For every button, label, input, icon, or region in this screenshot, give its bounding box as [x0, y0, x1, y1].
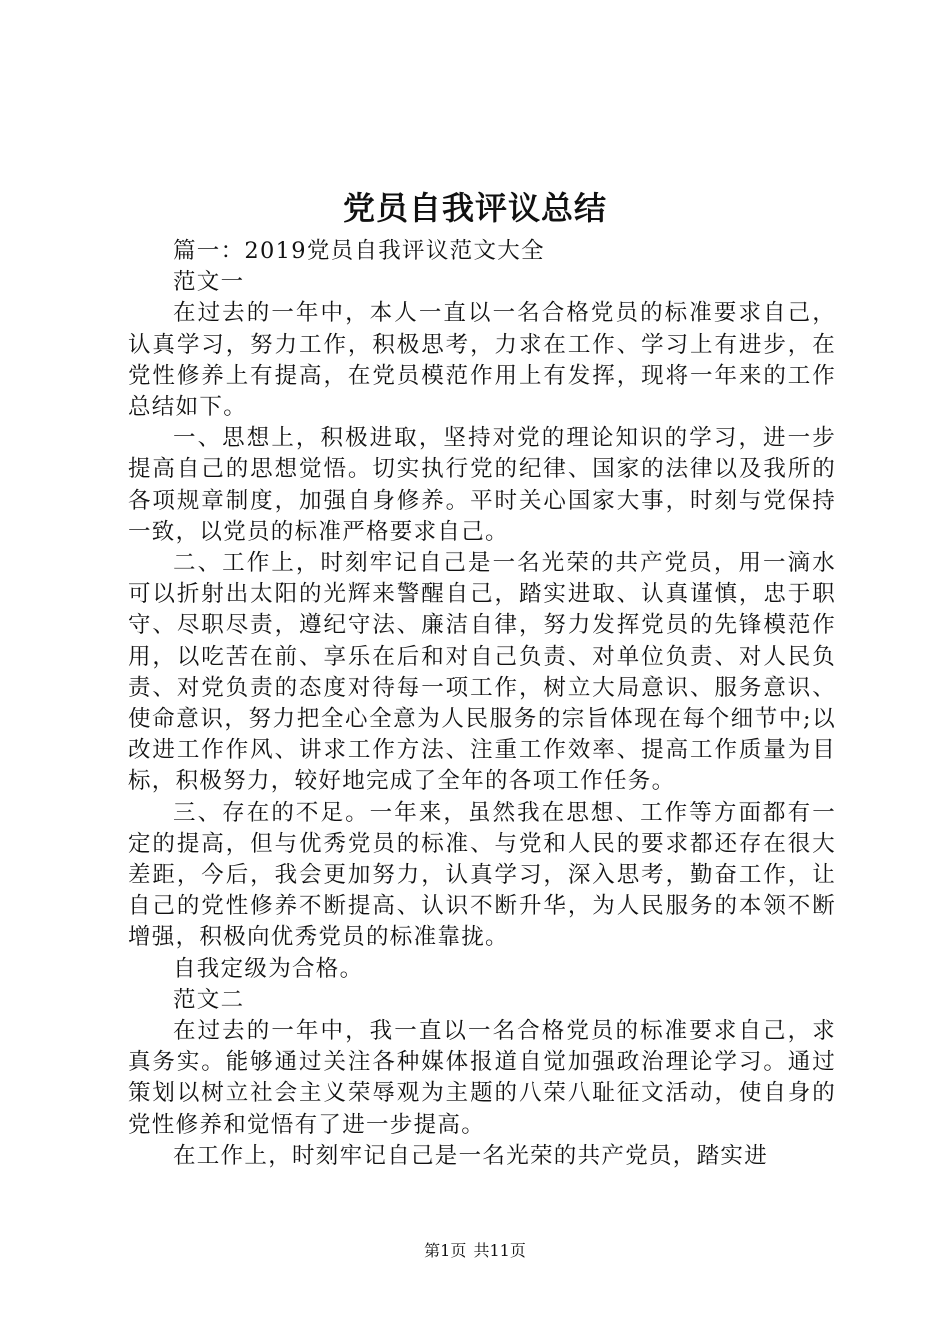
paragraph: 在过去的一年中，我一直以一名合格党员的标准要求自己，求真务实。能够通过关注各种媒体报道自觉加强政治理论学习。通过策划以树立社会主义荣辱观为主题的八荣八耻征文活动，使自身的党性修养和觉悟有了进一步提高。 — [128, 1018, 836, 1138]
paragraph-subheading-2: 范文二 — [173, 986, 245, 1013]
paragraph: 自我定级为合格。 — [173, 955, 364, 982]
paragraph: 在工作上，时刻牢记自己是一名光荣的共产党员，踏实进 — [173, 1142, 769, 1169]
page-number: 第1页 — [424, 1241, 467, 1260]
paragraph: 二、工作上，时刻牢记自己是一名光荣的共产党员，用一滴水可以折射出太阳的光辉来警醒自己，踏实进取、认真谨慎，忠于职守、尽职尽责，遵纪守法、廉洁自律，努力发挥党员的先锋模范作用，以吃苦在前、享乐在后和对自己负责、对单位负责、对人民负责、对党负责的态度对待每一项工作，树立大局意识、服务意识、使命意识，努力把全心全意为人民服务的宗旨体现在每个细节中;以改进工作作风、讲求工作方法、注重工作效率、提高工作质量为目标，积极努力，较好地完成了全年的各项工作任务。 — [128, 550, 836, 795]
document-body — [128, 236, 836, 1172]
paragraph-heading: 篇一：2019党员自我评议范文大全 — [173, 238, 545, 264]
document-title: 党员自我评议总结 — [342, 189, 607, 227]
paragraph: 三、存在的不足。一年来，虽然我在思想、工作等方面都有一定的提高，但与优秀党员的标准、与党和人民的要求都还存在很大差距，今后，我会更加努力，认真学习，深入思考，勤奋工作，让自己的党性修养不断提高、认识不断升华，为人民服务的本领不断增强，积极向优秀党员的标准靠拢。 — [128, 799, 836, 951]
paragraph: 一、思想上，积极进取，坚持对党的理论知识的学习，进一步提高自己的思想觉悟。切实执行党的纪律、国家的法律以及我所的各项规章制度，加强自身修养。平时关心国家大事，时刻与党保持一致，以党员的标准严格要求自己。 — [128, 425, 836, 545]
page-footer — [0, 1240, 950, 1262]
page-total: 共11页 — [473, 1241, 526, 1260]
paragraph: 在过去的一年中，本人一直以一名合格党员的标准要求自己，认真学习，努力工作，积极思考，力求在工作、学习上有进步，在党性修养上有提高，在党员模范作用上有发挥，现将一年来的工作总结如下。 — [128, 300, 836, 421]
paragraph-subheading-1: 范文一 — [173, 269, 245, 296]
